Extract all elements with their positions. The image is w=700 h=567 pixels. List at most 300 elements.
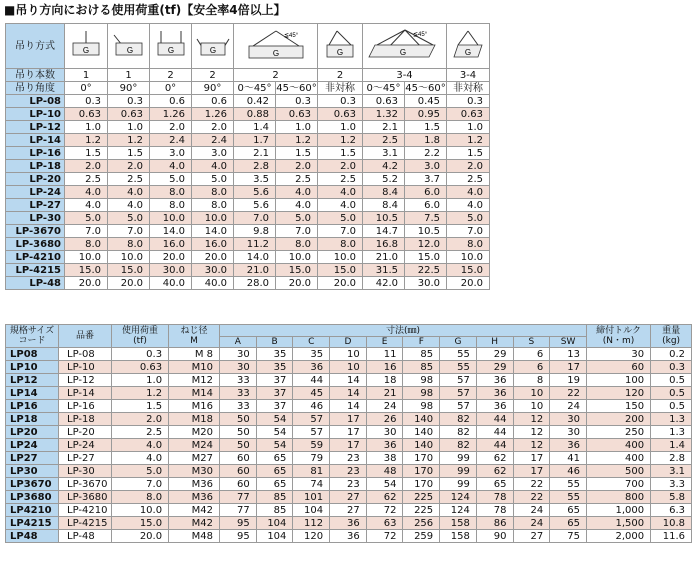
load-cell: 5.0 — [276, 212, 318, 225]
spec-dim: 33 — [220, 374, 257, 387]
spec-dim: 86 — [476, 517, 513, 530]
spec-weight: 0.5 — [651, 387, 692, 400]
load-cell: 30.0 — [150, 264, 192, 277]
load-cell: 0.6 — [150, 95, 192, 108]
sling-icon-vertical-1 — [65, 24, 108, 69]
spec-dim: 98 — [403, 400, 440, 413]
spec-dim: 78 — [476, 491, 513, 504]
angle-label: ≦45° — [412, 32, 427, 38]
spec-weight: 1.4 — [651, 439, 692, 452]
icon-letter: G — [399, 48, 406, 57]
load-cell: 15.0 — [108, 264, 150, 277]
load-cell: 5.0 — [150, 173, 192, 186]
spec-dim: 259 — [403, 530, 440, 543]
spec-size-code: LP3680 — [6, 491, 59, 504]
header-torque: 締付トルク (N・m) — [586, 325, 650, 348]
load-cell: 1.0 — [65, 121, 108, 134]
spec-weight: 3.1 — [651, 465, 692, 478]
load-row-code: LP-4215 — [6, 264, 65, 277]
spec-part-no: LP-27 — [59, 452, 112, 465]
spec-dim: 46 — [293, 400, 330, 413]
spec-dim: 44 — [293, 374, 330, 387]
spec-load: 7.0 — [112, 478, 169, 491]
spec-dim: 36 — [330, 530, 367, 543]
angle-cell: 非対称 — [318, 82, 363, 95]
angle-cell: 非対称 — [447, 82, 490, 95]
spec-size-code: LP24 — [6, 439, 59, 452]
spec-torque: 150 — [586, 400, 650, 413]
spec-torque: 1,500 — [586, 517, 650, 530]
spec-dim: 72 — [366, 530, 403, 543]
spec-dim: 22 — [550, 387, 587, 400]
spec-dim: 62 — [476, 452, 513, 465]
spec-dim: 23 — [330, 465, 367, 478]
spec-weight: 1.3 — [651, 413, 692, 426]
spec-row — [6, 465, 692, 478]
load-cell: 1.0 — [447, 121, 490, 134]
header-part-no: 品番 — [59, 325, 112, 348]
spec-load: 1.2 — [112, 387, 169, 400]
spec-dim: 6 — [513, 361, 550, 374]
spec-dim: 33 — [220, 400, 257, 413]
load-cell: 4.0 — [150, 160, 192, 173]
spec-dim: 54 — [256, 413, 293, 426]
load-cell: 5.6 — [234, 199, 276, 212]
load-row-code: LP-12 — [6, 121, 65, 134]
spec-dim: 75 — [550, 530, 587, 543]
header-weight: 重量 (kg) — [651, 325, 692, 348]
spec-weight: 11.6 — [651, 530, 692, 543]
load-cell: 4.0 — [318, 199, 363, 212]
spec-dim: 57 — [440, 374, 477, 387]
load-row-code: LP-48 — [6, 277, 65, 290]
spec-thread: M27 — [169, 452, 220, 465]
spec-weight: 0.3 — [651, 361, 692, 374]
load-cell: 2.5 — [65, 173, 108, 186]
load-cell: 14.7 — [363, 225, 405, 238]
header-dims: 寸法(㎜) — [220, 325, 587, 337]
spec-dim: 36 — [550, 439, 587, 452]
spec-thread: M24 — [169, 439, 220, 452]
load-cell: 2.0 — [150, 121, 192, 134]
spec-size-code: LP4215 — [6, 517, 59, 530]
header-dim-col: F — [403, 337, 440, 348]
load-cell: 8.0 — [150, 186, 192, 199]
spec-load: 10.0 — [112, 504, 169, 517]
spec-dim: 57 — [293, 426, 330, 439]
spec-dim: 18 — [366, 374, 403, 387]
angle-cell: 0° — [150, 82, 192, 95]
sling-icon-angle-4 — [363, 24, 447, 69]
spec-dim: 54 — [366, 478, 403, 491]
load-row-code: LP-14 — [6, 134, 65, 147]
spec-thread: M18 — [169, 413, 220, 426]
spec-dim: 11 — [366, 348, 403, 361]
icon-letter: G — [336, 48, 344, 57]
icon-letter: G — [126, 46, 133, 55]
load-cell: 2.0 — [318, 160, 363, 173]
spec-dim: 24 — [550, 400, 587, 413]
header-dim-col: A — [220, 337, 257, 348]
load-cell: 2.1 — [234, 147, 276, 160]
spec-dim: 85 — [403, 348, 440, 361]
spec-dim: 36 — [476, 387, 513, 400]
spec-dim: 98 — [403, 374, 440, 387]
load-cell: 2.5 — [447, 173, 490, 186]
load-cell: 2.0 — [447, 160, 490, 173]
spec-size-code: LP14 — [6, 387, 59, 400]
load-cell: 12.0 — [405, 238, 447, 251]
spec-part-no: LP-10 — [59, 361, 112, 374]
spec-row — [6, 348, 692, 361]
load-cell: 1.26 — [192, 108, 234, 121]
load-cell: 2.4 — [192, 134, 234, 147]
load-cell: 4.0 — [108, 186, 150, 199]
spec-load: 20.0 — [112, 530, 169, 543]
header-dim-col: SW — [550, 337, 587, 348]
header-dim-col: S — [513, 337, 550, 348]
load-cell: 8.4 — [363, 186, 405, 199]
spec-dim: 44 — [476, 426, 513, 439]
spec-dim: 120 — [293, 530, 330, 543]
spec-dim: 37 — [256, 387, 293, 400]
load-row-code: LP-3670 — [6, 225, 65, 238]
load-row — [6, 238, 490, 251]
spec-dim: 50 — [220, 413, 257, 426]
spec-dim: 81 — [293, 465, 330, 478]
spec-dim: 78 — [476, 504, 513, 517]
spec-dim: 24 — [366, 400, 403, 413]
load-cell: 1.5 — [65, 147, 108, 160]
spec-load: 0.63 — [112, 361, 169, 374]
angle-cell: 45～60° — [276, 82, 317, 94]
spec-dim: 30 — [220, 361, 257, 374]
load-cell: 1.5 — [276, 147, 318, 160]
load-cell: 7.0 — [108, 225, 150, 238]
spec-dim: 54 — [256, 426, 293, 439]
spec-dim: 24 — [513, 504, 550, 517]
spec-dim: 59 — [293, 439, 330, 452]
spec-dim: 85 — [256, 491, 293, 504]
load-cell: 7.0 — [65, 225, 108, 238]
angle-label: ≦45° — [283, 33, 298, 39]
spec-dim: 55 — [550, 491, 587, 504]
spec-dim: 57 — [293, 413, 330, 426]
spec-weight: 0.2 — [651, 348, 692, 361]
spec-dim: 48 — [366, 465, 403, 478]
load-cell: 0.63 — [108, 108, 150, 121]
angle-cell: 0～45° — [363, 82, 405, 95]
spec-weight: 5.8 — [651, 491, 692, 504]
spec-dim: 57 — [440, 400, 477, 413]
spec-dim: 22 — [513, 478, 550, 491]
count-cell: 3-4 — [363, 69, 447, 82]
spec-row — [6, 426, 692, 439]
spec-dim: 8 — [513, 374, 550, 387]
spec-dim: 72 — [366, 504, 403, 517]
spec-dim: 23 — [330, 452, 367, 465]
spec-dim: 104 — [256, 517, 293, 530]
load-cell: 10.0 — [192, 212, 234, 225]
load-cell: 1.5 — [405, 121, 447, 134]
load-cell: 0.63 — [318, 108, 363, 121]
spec-dim: 30 — [366, 426, 403, 439]
load-cell: 4.0 — [65, 199, 108, 212]
spec-dim: 21 — [366, 387, 403, 400]
spec-dim: 77 — [220, 504, 257, 517]
load-row — [6, 160, 490, 173]
load-cell: 4.0 — [108, 199, 150, 212]
load-cell: 1.2 — [65, 134, 108, 147]
spec-dim: 82 — [440, 413, 477, 426]
load-cell: 7.0 — [276, 225, 318, 238]
spec-dim: 29 — [476, 348, 513, 361]
spec-dim: 99 — [440, 478, 477, 491]
load-row-code: LP-27 — [6, 199, 65, 212]
load-cell: 42.0 — [363, 277, 405, 290]
spec-part-no: LP-12 — [59, 374, 112, 387]
spec-thread: M10 — [169, 361, 220, 374]
spec-dim: 23 — [330, 478, 367, 491]
spec-torque: 250 — [586, 426, 650, 439]
load-cell: 4.0 — [276, 199, 318, 212]
spec-dim: 19 — [550, 374, 587, 387]
load-row — [6, 199, 490, 212]
spec-row — [6, 374, 692, 387]
spec-dim: 44 — [476, 439, 513, 452]
spec-dim: 41 — [550, 452, 587, 465]
spec-dim: 36 — [293, 361, 330, 374]
spec-torque: 60 — [586, 361, 650, 374]
spec-row — [6, 452, 692, 465]
spec-part-no: LP-08 — [59, 348, 112, 361]
spec-dim: 45 — [293, 387, 330, 400]
spec-row — [6, 400, 692, 413]
angle-cell: 90° — [108, 82, 150, 95]
load-cell: 7.0 — [234, 212, 276, 225]
load-cell: 2.8 — [234, 160, 276, 173]
load-cell: 10.0 — [276, 251, 318, 264]
load-cell: 5.0 — [447, 212, 490, 225]
spec-part-no: LP-30 — [59, 465, 112, 478]
spec-thread: M30 — [169, 465, 220, 478]
load-cell: 8.0 — [150, 199, 192, 212]
load-cell: 0.63 — [276, 108, 318, 121]
header-size-code: 規格サイズ コード — [6, 325, 59, 348]
spec-dim: 112 — [293, 517, 330, 530]
load-cell: 28.0 — [234, 277, 276, 290]
load-row — [6, 173, 490, 186]
spec-thread: M36 — [169, 491, 220, 504]
spec-size-code: LP20 — [6, 426, 59, 439]
load-cell: 0.42 — [234, 95, 276, 108]
spec-torque: 400 — [586, 452, 650, 465]
load-cell: 22.5 — [405, 264, 447, 277]
spec-torque: 30 — [586, 348, 650, 361]
spec-weight: 6.3 — [651, 504, 692, 517]
spec-weight: 0.5 — [651, 374, 692, 387]
header-load: 使用荷重 (tf) — [112, 325, 169, 348]
count-cell: 1 — [65, 69, 108, 82]
spec-load: 2.5 — [112, 426, 169, 439]
header-dim-col: G — [440, 337, 477, 348]
load-cell: 2.0 — [65, 160, 108, 173]
spec-dim: 10 — [330, 361, 367, 374]
load-cell: 3.0 — [405, 160, 447, 173]
spec-dim: 17 — [330, 439, 367, 452]
spec-dim: 65 — [550, 517, 587, 530]
load-cell: 3.1 — [363, 147, 405, 160]
load-row-code: LP-10 — [6, 108, 65, 121]
load-cell: 1.2 — [318, 134, 363, 147]
load-cell: 7.0 — [318, 225, 363, 238]
load-cell: 6.0 — [405, 199, 447, 212]
spec-dim: 35 — [256, 361, 293, 374]
load-cell: 21.0 — [234, 264, 276, 277]
load-row — [6, 225, 490, 238]
spec-dim: 65 — [256, 478, 293, 491]
angle-cell: 90° — [192, 82, 234, 95]
load-cell: 0.3 — [276, 95, 318, 108]
spec-dim: 95 — [220, 530, 257, 543]
load-cell: 0.95 — [405, 108, 447, 121]
icon-letter: G — [167, 46, 174, 55]
spec-dim: 140 — [403, 426, 440, 439]
load-cell: 8.0 — [192, 199, 234, 212]
load-row-code: LP-20 — [6, 173, 65, 186]
load-cell: 2.0 — [108, 160, 150, 173]
load-row — [6, 212, 490, 225]
spec-dim: 13 — [550, 348, 587, 361]
spec-row — [6, 387, 692, 400]
spec-dim: 37 — [256, 400, 293, 413]
spec-torque: 800 — [586, 491, 650, 504]
load-row-code: LP-24 — [6, 186, 65, 199]
load-cell: 10.0 — [318, 251, 363, 264]
load-row-code: LP-08 — [6, 95, 65, 108]
spec-dim: 158 — [440, 530, 477, 543]
spec-thread: M 8 — [169, 348, 220, 361]
load-cell: 5.2 — [363, 173, 405, 186]
spec-dim: 29 — [476, 361, 513, 374]
load-cell: 0.63 — [65, 108, 108, 121]
spec-size-code: LP08 — [6, 348, 59, 361]
spec-thread: M48 — [169, 530, 220, 543]
load-cell: 8.0 — [192, 186, 234, 199]
load-cell: 0.45 — [405, 95, 447, 108]
spec-dim: 30 — [220, 348, 257, 361]
spec-load: 4.0 — [112, 439, 169, 452]
load-cell: 0.3 — [65, 95, 108, 108]
load-cell: 3.0 — [150, 147, 192, 160]
spec-load: 8.0 — [112, 491, 169, 504]
load-cell: 7.0 — [447, 225, 490, 238]
spec-dim: 99 — [440, 452, 477, 465]
spec-torque: 700 — [586, 478, 650, 491]
sling-icon-asym-4 — [447, 24, 490, 69]
load-cell: 16.0 — [150, 238, 192, 251]
spec-part-no: LP-3680 — [59, 491, 112, 504]
spec-row — [6, 478, 692, 491]
spec-torque: 200 — [586, 413, 650, 426]
spec-dim: 27 — [513, 530, 550, 543]
load-cell: 15.0 — [318, 264, 363, 277]
load-cell: 10.0 — [108, 251, 150, 264]
load-cell: 10.0 — [150, 212, 192, 225]
spec-part-no: LP-48 — [59, 530, 112, 543]
load-cell: 0.3 — [318, 95, 363, 108]
spec-part-no: LP-3670 — [59, 478, 112, 491]
load-cell: 1.2 — [108, 134, 150, 147]
load-cell: 1.2 — [447, 134, 490, 147]
load-cell: 3.5 — [234, 173, 276, 186]
load-row — [6, 186, 490, 199]
header-dim-col: B — [256, 337, 293, 348]
spec-dim: 104 — [256, 530, 293, 543]
spec-dim: 65 — [476, 478, 513, 491]
load-cell: 10.5 — [363, 212, 405, 225]
angle-cell: 45～60° — [405, 82, 446, 94]
spec-dim: 36 — [330, 517, 367, 530]
load-cell: 4.2 — [363, 160, 405, 173]
spec-dim: 10 — [513, 400, 550, 413]
spec-dim: 17 — [330, 413, 367, 426]
spec-dim: 74 — [293, 478, 330, 491]
load-cell: 4.0 — [65, 186, 108, 199]
header-thread: ねじ径 M — [169, 325, 220, 348]
spec-dim: 30 — [550, 426, 587, 439]
spec-size-code: LP30 — [6, 465, 59, 478]
spec-size-code: LP12 — [6, 374, 59, 387]
spec-dim: 35 — [293, 348, 330, 361]
spec-size-code: LP4210 — [6, 504, 59, 517]
load-cell: 0.6 — [192, 95, 234, 108]
load-row — [6, 251, 490, 264]
spec-dim: 62 — [366, 491, 403, 504]
spec-load: 2.0 — [112, 413, 169, 426]
spec-dim: 60 — [220, 478, 257, 491]
spec-load: 1.0 — [112, 374, 169, 387]
spec-dim: 99 — [440, 465, 477, 478]
load-cell: 31.5 — [363, 264, 405, 277]
load-row-code: LP-4210 — [6, 251, 65, 264]
spec-load: 0.3 — [112, 348, 169, 361]
spec-size-code: LP16 — [6, 400, 59, 413]
spec-dim: 12 — [513, 426, 550, 439]
spec-dim: 77 — [220, 491, 257, 504]
load-cell: 15.0 — [276, 264, 318, 277]
spec-part-no: LP-24 — [59, 439, 112, 452]
spec-dim: 10 — [330, 348, 367, 361]
spec-dim: 14 — [330, 374, 367, 387]
load-cell: 15.0 — [405, 251, 447, 264]
spec-part-no: LP-4210 — [59, 504, 112, 517]
load-cell: 20.0 — [276, 277, 318, 290]
icon-letter: G — [272, 49, 279, 58]
spec-dim: 27 — [330, 504, 367, 517]
spec-thread: M14 — [169, 387, 220, 400]
load-cell: 2.0 — [276, 160, 318, 173]
load-cell: 1.26 — [150, 108, 192, 121]
header-dim-col: E — [366, 337, 403, 348]
header-dim-col: H — [476, 337, 513, 348]
sling-icon-vertical-2 — [150, 24, 192, 69]
spec-torque: 1,000 — [586, 504, 650, 517]
load-cell: 2.5 — [108, 173, 150, 186]
load-cell: 5.6 — [234, 186, 276, 199]
count-cell: 2 — [150, 69, 192, 82]
spec-dim: 225 — [403, 491, 440, 504]
